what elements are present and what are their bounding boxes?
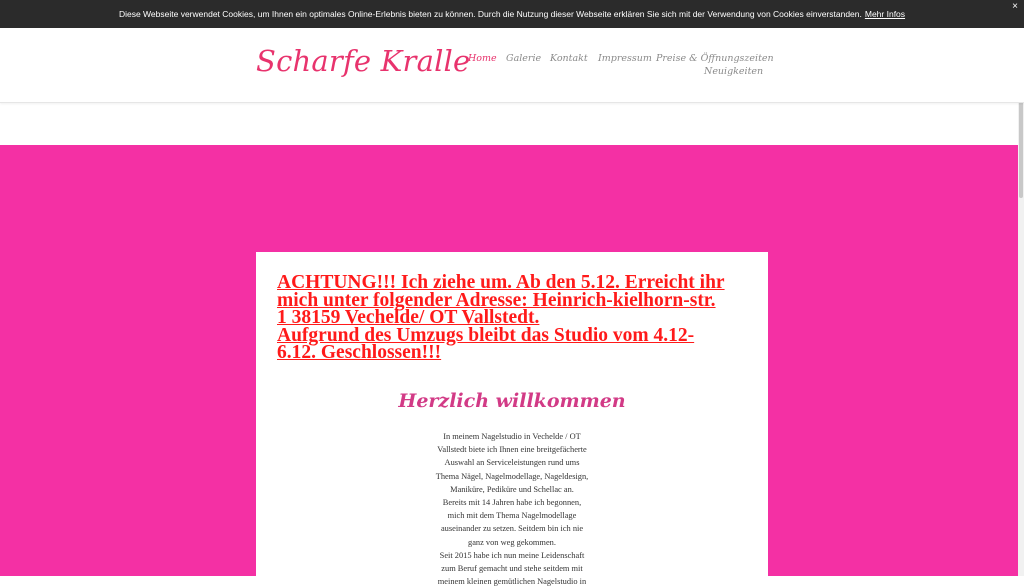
welcome-line: Vallstedt biete ich Ihnen eine breitgefächerte xyxy=(437,445,587,455)
close-icon[interactable]: × xyxy=(1012,1,1018,12)
welcome-title: Herzlich willkommen xyxy=(398,390,626,412)
notice-line: 6.12. Geschlossen!!! xyxy=(277,342,442,363)
site-logo[interactable]: Scharfe Kralle xyxy=(256,44,471,78)
nav-item-galerie[interactable]: Galerie xyxy=(506,53,542,64)
header-spacer xyxy=(0,102,1024,145)
notice-line: mich unter folgender Adresse: Heinrich-kielhorn-str. xyxy=(277,289,716,311)
main-nav xyxy=(468,53,774,93)
welcome-line: meinem kleinen gemütlichen Nagelstudio in xyxy=(437,577,587,587)
cookie-text: Diese Webseite verwendet Cookies, um Ihnen ein optimales Online-Erlebnis bieten zu können. Durch die Nutzung dieser Webseite erklären Sie sich mit der Verwendung von Cookies einverstanden. xyxy=(118,9,862,19)
welcome-line: mich mit dem Thema Nagelmodellage xyxy=(447,511,577,521)
moving-notice xyxy=(277,274,753,362)
welcome-line: Thema Nägel, Nagelmodellage, Nageldesign, xyxy=(435,471,589,481)
welcome-line: Auswahl an Serviceleistungen rund ums xyxy=(444,458,580,468)
welcome-line: In meinem Nagelstudio in Vechelde / OT xyxy=(443,432,581,441)
cookie-more-info-link[interactable]: Mehr Infos xyxy=(864,9,906,19)
nav-item-neuigkeiten[interactable]: Neuigkeiten xyxy=(704,66,764,77)
welcome-line: ganz von weg gekommen. xyxy=(468,537,556,547)
welcome-line: Seit 2015 habe ich nun meine Leidenschaft xyxy=(439,550,585,560)
nav-item-preise[interactable]: Preise & Öffnungszeiten xyxy=(656,53,774,64)
welcome-line: Maniküre, Pediküre und Schellac an. xyxy=(450,484,574,494)
notice-line: ACHTUNG!!! Ich ziehe um. Ab den 5.12. Erreicht ihr xyxy=(277,272,725,293)
welcome-text xyxy=(412,430,612,588)
nav-item-kontakt[interactable]: Kontakt xyxy=(550,53,588,64)
nav-item-home[interactable]: Home xyxy=(468,53,497,64)
notice-line: 1 38159 Vechelde/ OT Vallstedt. xyxy=(277,307,540,328)
notice-line: Aufgrund des Umzugs bleibt das Studio vom 4.12- xyxy=(277,324,695,346)
site-header xyxy=(0,28,1024,103)
welcome-line: auseinander zu setzen. Seitdem bin ich nie xyxy=(440,524,584,534)
nav-item-impressum[interactable]: Impressum xyxy=(598,53,652,64)
page-scrollbar[interactable] xyxy=(1018,28,1024,576)
welcome-line: zum Beruf gemacht und stehe seitdem mit xyxy=(441,564,583,574)
welcome-line: Bereits mit 14 Jahren habe ich begonnen, xyxy=(442,498,582,508)
content-card xyxy=(256,252,768,587)
cookie-bar xyxy=(0,0,1024,28)
